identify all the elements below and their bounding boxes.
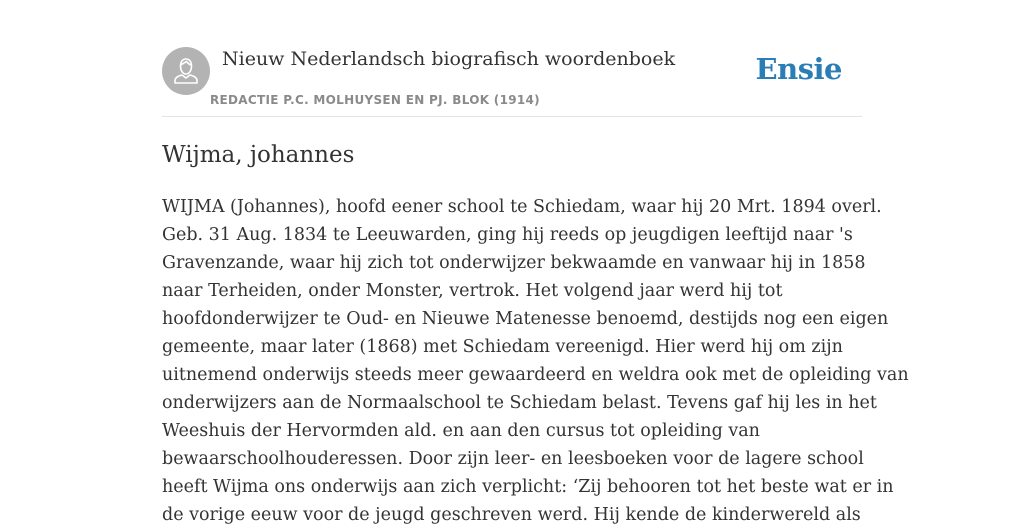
article-line: de vorige eeuw voor de jeugd geschreven werd. Hij kende de kinderwereld als xyxy=(162,505,861,525)
article-line: Weeshuis der Hervormden ald. en aan den cursus tot opleiding van xyxy=(162,421,760,441)
site-logo[interactable]: Ensie xyxy=(755,52,842,86)
header xyxy=(162,46,862,117)
article-line: bewaarschoolhouderessen. Door zijn leer- en leesboeken voor de lagere school xyxy=(162,449,864,469)
article-body xyxy=(162,193,909,529)
article-line: Geb. 31 Aug. 1834 te Leeuwarden, ging hij reeds op jeugdigen leeftijd naar 's xyxy=(162,225,853,245)
article-line: onderwijzers aan de Normaalschool te Schiedam belast. Tevens gaf hij les in het xyxy=(162,393,877,413)
article-line: gemeente, maar later (1868) met Schiedam vereenigd. Hier werd hij om zijn xyxy=(162,337,843,357)
article-title: Wijma, johannes xyxy=(162,142,355,168)
article-line: hoofdonderwijzer te Oud- en Nieuwe Matenesse benoemd, destijds nog een eigen xyxy=(162,309,889,329)
book-editors: REDACTIE P.C. MOLHUYSEN EN PJ. BLOK (1914) xyxy=(210,93,540,107)
article-line: heeft Wijma ons onderwijs aan zich verplicht: ‘Zij behooren tot het beste wat er in xyxy=(162,477,894,497)
article-line: naar Terheiden, onder Monster, vertrok. Het volgend jaar werd hij tot xyxy=(162,281,783,301)
article-line: WIJMA (Johannes), hoofd eener school te Schiedam, waar hij 20 Mrt. 1894 overl. xyxy=(162,197,882,217)
user-icon xyxy=(162,47,210,95)
article-line: uitnemend onderwijs steeds meer gewaardeerd en weldra ook met de opleiding van xyxy=(162,365,909,385)
avatar[interactable] xyxy=(162,47,210,95)
book-title[interactable]: Nieuw Nederlandsch biografisch woordenboek xyxy=(222,48,676,70)
article-line: Gravenzande, waar hij zich tot onderwijzer bekwaamde en vanwaar hij in 1858 xyxy=(162,253,866,273)
